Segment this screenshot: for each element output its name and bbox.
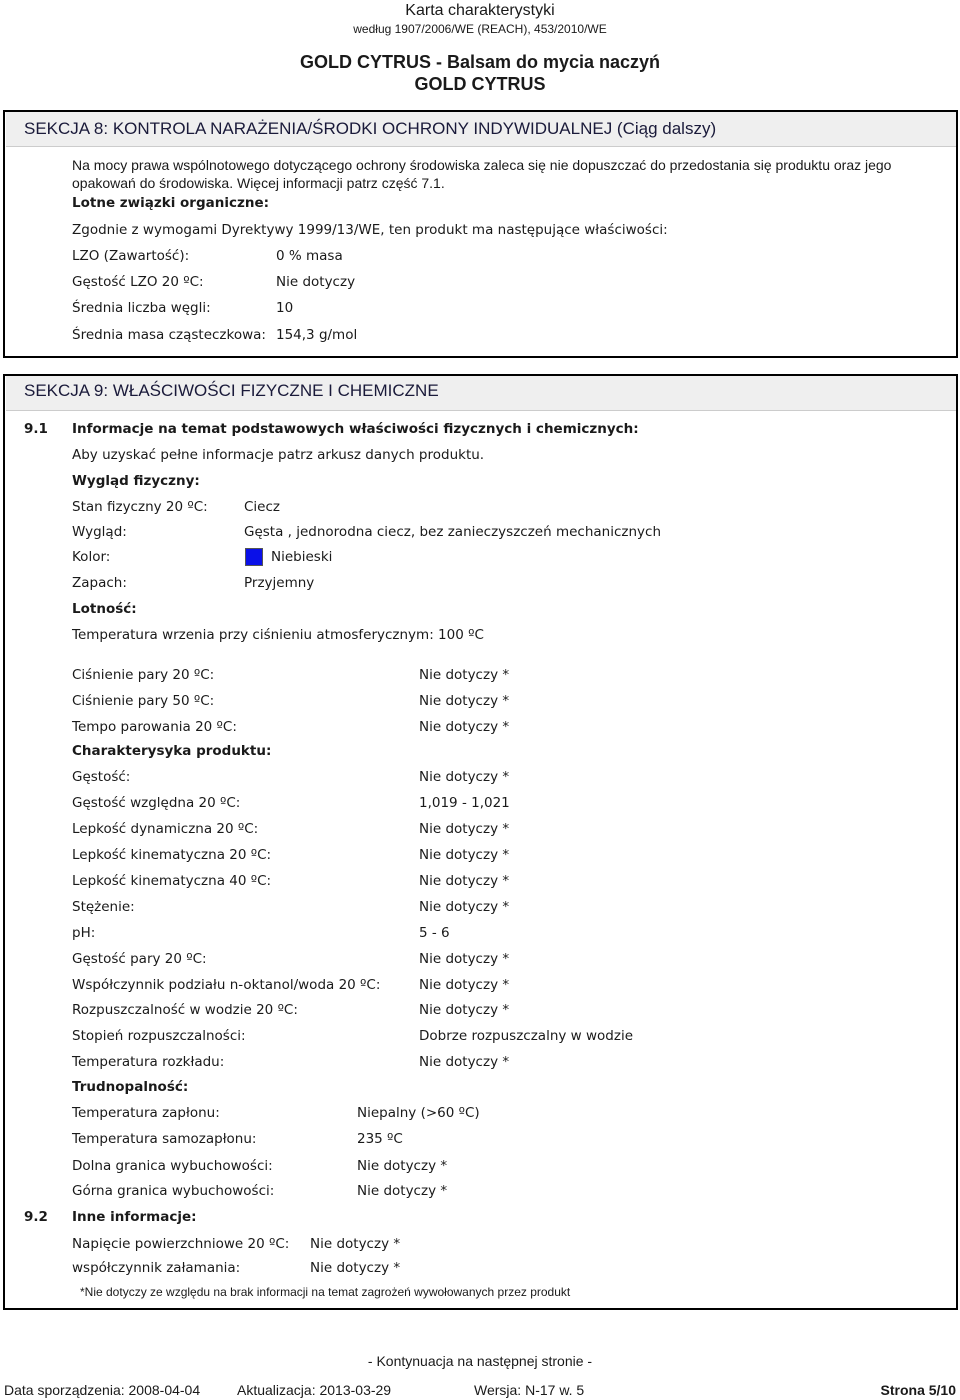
other-row-value: Nie dotyczy *: [310, 1236, 401, 1252]
characteristics-row-value: Dobrze rozpuszczalny w wodzie: [419, 1028, 634, 1044]
environment-paragraph-line1: Na mocy prawa wspólnotowego dotyczącego ochrony środowiska zaleca się nie dopuszczać do przedostania się produktu oraz jego: [72, 157, 892, 173]
volatility-heading: Lotność:: [72, 601, 137, 617]
voc-row-label: Średnia liczba węgli:: [72, 300, 211, 316]
footnote: *Nie dotyczy ze względu na brak informacji na temat zagrożeń wywołowanych przez produkt: [80, 1285, 571, 1299]
characteristics-row-value: Nie dotyczy *: [419, 1054, 510, 1070]
voc-row-value: 0 % masa: [276, 248, 343, 264]
characteristics-row-value: Nie dotyczy *: [419, 977, 510, 993]
vapour-row-value: Nie dotyczy *: [419, 719, 510, 735]
date-created: Data sporządzenia: 2008-04-04: [4, 1382, 201, 1398]
document-title: Karta charakterystyki: [405, 2, 555, 19]
characteristics-row-label: Stopień rozpuszczalności:: [72, 1028, 246, 1044]
page-number: Strona 5/10: [880, 1382, 956, 1398]
characteristics-row-value: Nie dotyczy *: [419, 1002, 510, 1018]
flammability-row-value: Nie dotyczy *: [357, 1183, 448, 1199]
characteristics-row-value: Nie dotyczy *: [419, 873, 510, 889]
characteristics-row-label: Rozpuszczalność w wodzie 20 ºC:: [72, 1002, 298, 1018]
voc-heading: Lotne związki organiczne:: [72, 195, 269, 211]
flammability-row-label: Dolna granica wybuchowości:: [72, 1158, 273, 1174]
subsection-9-1-title: Informacje na temat podstawowych właściwości fizycznych i chemicznych:: [72, 421, 639, 437]
regulation-reference: według 1907/2006/WE (REACH), 453/2010/WE: [353, 22, 607, 36]
section-9-title: SEKCJA 9: WŁAŚCIWOŚCI FIZYCZNE I CHEMICZNE: [24, 381, 439, 400]
flammability-row-value: Nie dotyczy *: [357, 1158, 448, 1174]
vapour-row-value: Nie dotyczy *: [419, 693, 510, 709]
flammability-row-label: Górna granica wybuchowości:: [72, 1183, 275, 1199]
vapour-row-label: Ciśnienie pary 20 ºC:: [72, 667, 215, 683]
characteristics-row-value: Nie dotyczy *: [419, 847, 510, 863]
characteristics-row-value: Nie dotyczy *: [419, 951, 510, 967]
other-row-value: Nie dotyczy *: [310, 1260, 401, 1276]
appearance-heading: Wygląd fizyczny:: [72, 473, 200, 489]
voc-intro: Zgodnie z wymogami Dyrektywy 1999/13/WE, ten produkt ma następujące właściwości:: [72, 222, 668, 238]
voc-row-value: 154,3 g/mol: [276, 327, 358, 343]
environment-paragraph-line2: opakowań do środowiska. Więcej informacji patrz część 7.1.: [72, 175, 445, 191]
appearance-row-label: Stan fizyczny 20 ºC:: [72, 499, 208, 515]
characteristics-row-label: Gęstość względna 20 ºC:: [72, 795, 241, 811]
characteristics-heading: Charakterysyka produktu:: [72, 743, 272, 759]
continuation-note: - Kontynuacja na następnej stronie -: [367, 1353, 593, 1369]
characteristics-row-value: 1,019 - 1,021: [419, 795, 510, 811]
product-name: GOLD CYTRUS - Balsam do mycia naczyń: [299, 52, 661, 72]
product-short-name: GOLD CYTRUS: [414, 74, 546, 94]
section-8-title: SEKCJA 8: KONTROLA NARAŻENIA/ŚRODKI OCHRONY INDYWIDUALNEJ (Ciąg dalszy): [24, 119, 717, 138]
appearance-row-label: Kolor:: [72, 549, 111, 565]
vapour-row-label: Ciśnienie pary 50 ºC:: [72, 693, 215, 709]
characteristics-row-label: Współczynnik podziału n-oktanol/woda 20 ºC:: [72, 977, 381, 993]
characteristics-row-label: Gęstość pary 20 ºC:: [72, 951, 207, 967]
voc-row-label: LZO (Zawartość):: [72, 248, 190, 264]
appearance-row-label: Zapach:: [72, 575, 127, 591]
voc-row-label: Gęstość LZO 20 ºC:: [72, 274, 204, 290]
appearance-row-value: Niebieski: [271, 549, 333, 565]
voc-row-value: Nie dotyczy: [276, 274, 356, 290]
voc-row-value: 10: [276, 300, 294, 316]
date-updated: Aktualizacja: 2013-03-29: [237, 1382, 392, 1398]
appearance-row-label: Wygląd:: [72, 524, 127, 540]
vapour-row-value: Nie dotyczy *: [419, 667, 510, 683]
other-row-label: współczynnik załamania:: [72, 1260, 241, 1276]
appearance-row-value: Ciecz: [244, 499, 280, 515]
other-row-label: Napięcie powierzchniowe 20 ºC:: [72, 1236, 290, 1252]
characteristics-row-label: Gęstość:: [72, 769, 131, 785]
flammability-row-value: 235 ºC: [357, 1131, 403, 1147]
vapour-row-label: Tempo parowania 20 ºC:: [72, 719, 237, 735]
characteristics-row-label: Lepkość dynamiczna 20 ºC:: [72, 821, 259, 837]
subsection-9-1-number: 9.1: [24, 421, 48, 437]
subsection-9-2-title: Inne informacje:: [72, 1209, 197, 1225]
flammability-heading: Trudnopalność:: [72, 1079, 189, 1095]
characteristics-row-label: Lepkość kinematyczna 40 ºC:: [72, 873, 272, 889]
flammability-row-value: Niepalny (>60 ºC): [357, 1105, 480, 1121]
voc-row-label: Średnia masa cząsteczkowa:: [72, 327, 266, 343]
version: Wersja: N-17 w. 5: [474, 1382, 585, 1398]
characteristics-row-value: Nie dotyczy *: [419, 769, 510, 785]
characteristics-row-value: Nie dotyczy *: [419, 899, 510, 915]
flammability-row-label: Temperatura zapłonu:: [72, 1105, 220, 1121]
subsection-9-1-note: Aby uzyskać pełne informacje patrz arkusz danych produktu.: [72, 447, 485, 463]
flammability-row-label: Temperatura samozapłonu:: [72, 1131, 257, 1147]
colour-swatch: [245, 548, 263, 566]
boiling-point: Temperatura wrzenia przy ciśnieniu atmosferycznym: 100 ºC: [72, 627, 484, 643]
characteristics-row-label: pH:: [72, 925, 96, 941]
characteristics-row-value: Nie dotyczy *: [419, 821, 510, 837]
appearance-row-value: Gęsta , jednorodna ciecz, bez zanieczyszczeń mechanicznych: [244, 524, 662, 540]
characteristics-row-label: Stężenie:: [72, 899, 135, 915]
characteristics-row-label: Lepkość kinematyczna 20 ºC:: [72, 847, 272, 863]
characteristics-row-label: Temperatura rozkładu:: [72, 1054, 225, 1070]
characteristics-row-value: 5 - 6: [419, 925, 450, 941]
appearance-row-value: Przyjemny: [244, 575, 315, 591]
subsection-9-2-number: 9.2: [24, 1209, 48, 1225]
